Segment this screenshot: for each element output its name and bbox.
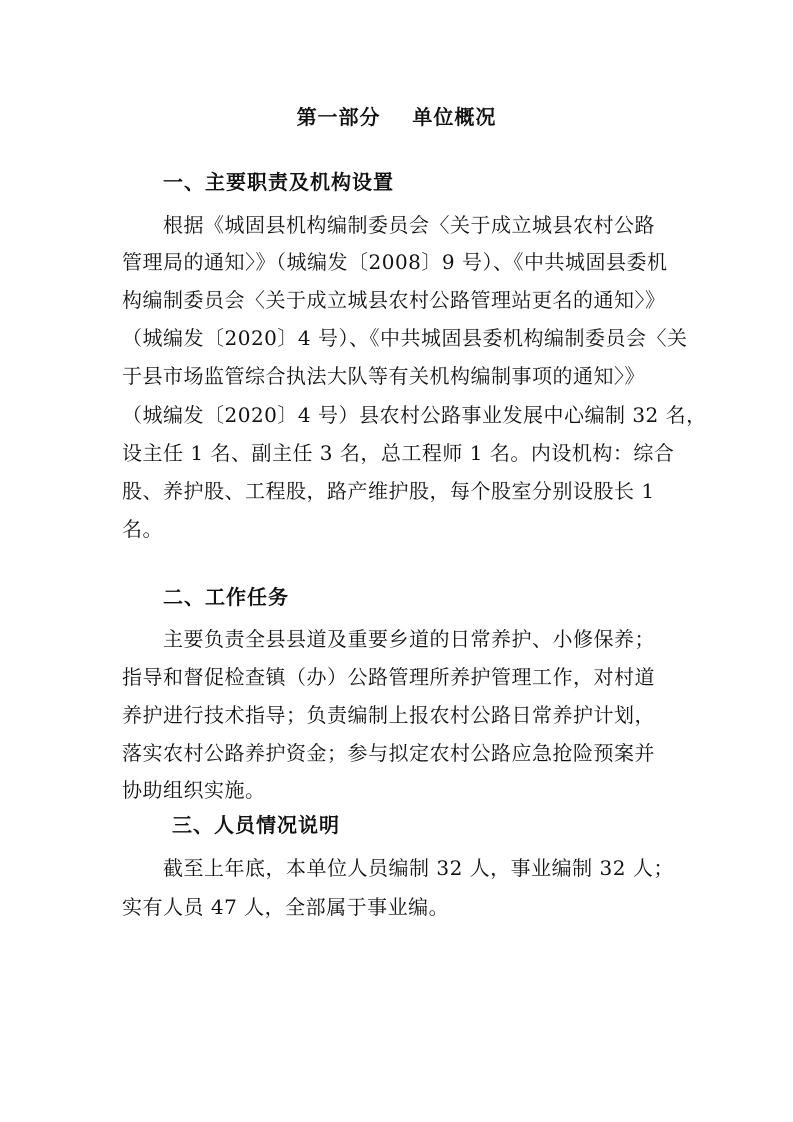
section-heading-duties: 一、主要职责及机构设置 xyxy=(163,170,394,194)
page-title: 第一部分 单位概况 xyxy=(296,105,497,129)
paragraph-line: 指导和督促检查镇（办）公路管理所养护管理工作，对村道 xyxy=(122,665,655,689)
paragraph-line: 管理局的通知〉》（城编发〔2008〕9 号）、《中共城固县委机 xyxy=(122,250,668,274)
paragraph-line: 协助组织实施。 xyxy=(122,778,266,802)
section-heading-staff: 三、人员情况说明 xyxy=(172,813,340,837)
paragraph-line: 股、养护股、工程股，路产维护股，每个股室分别设股长 1 xyxy=(122,479,655,503)
paragraph-line: 根据《城固县机构编制委员会〈关于成立城县农村公路 xyxy=(163,213,655,237)
paragraph-line: 主要负责全县县道及重要乡道的日常养护、小修保养； xyxy=(163,627,655,651)
paragraph-line: 落实农村公路养护资金；参与拟定农村公路应急抢险预案并 xyxy=(122,741,655,765)
paragraph-line: 于县市场监管综合执法大队等有关机构编制事项的通知〉》 xyxy=(122,364,645,388)
paragraph-line: （城编发〔2020〕4 号）县农村公路事业发展中心编制 32 名， xyxy=(122,403,707,427)
paragraph-line: 养护进行技术指导；负责编制上报农村公路日常养护计划， xyxy=(122,703,655,727)
paragraph-line: 截至上年底，本单位人员编制 32 人，事业编制 32 人； xyxy=(163,856,674,880)
paragraph-line: 设主任 1 名、副主任 3 名，总工程师 1 名。内设机构：综合 xyxy=(122,441,675,465)
paragraph-line: 名。 xyxy=(122,517,163,541)
paragraph-line: 实有人员 47 人，全部属于事业编。 xyxy=(122,895,450,919)
paragraph-line: 构编制委员会〈关于成立城县农村公路管理站更名的通知〉》 xyxy=(122,288,666,312)
paragraph-line: （城编发〔2020〕4 号）、《中共城固县委机构编制委员会〈关 xyxy=(122,326,688,350)
section-heading-tasks: 二、工作任务 xyxy=(163,585,289,609)
